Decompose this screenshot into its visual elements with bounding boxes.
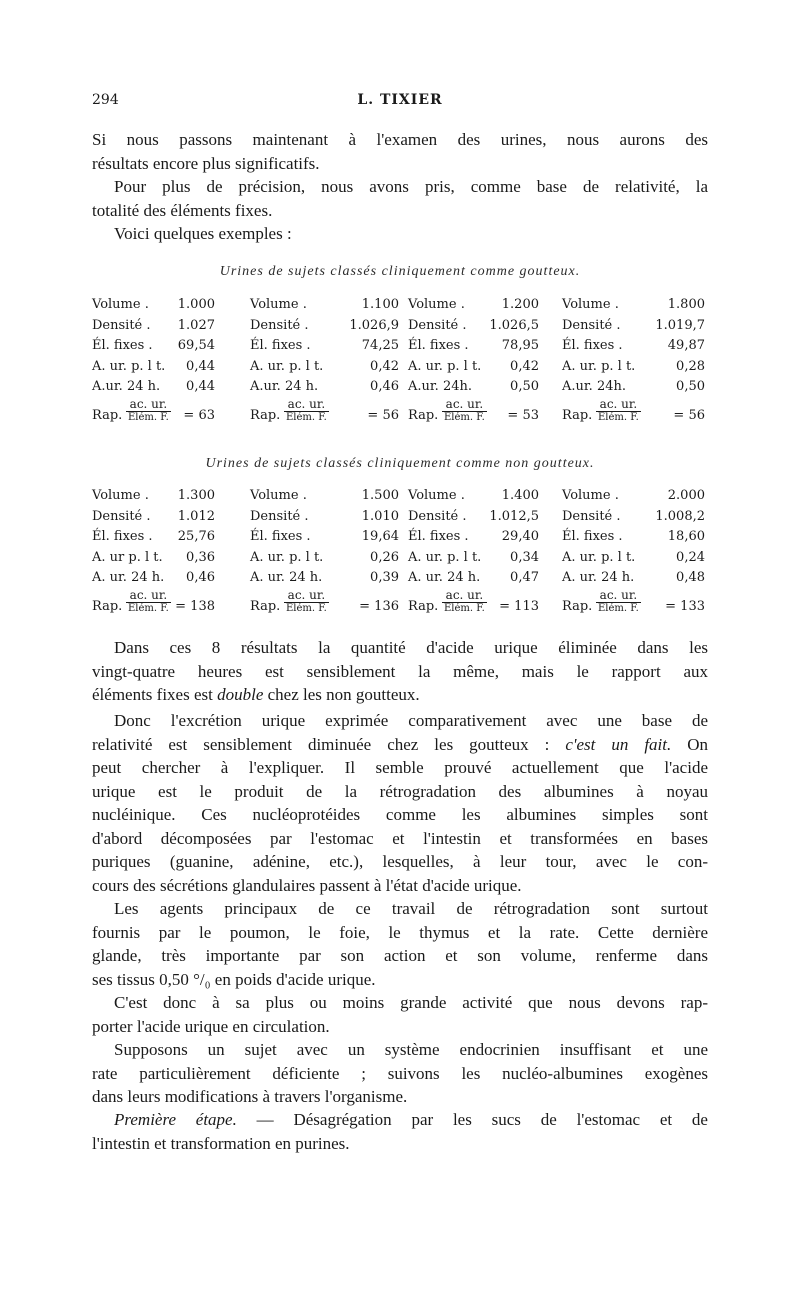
ratio-label: Rap. — [562, 407, 593, 423]
row-value: 1.027 — [177, 317, 215, 333]
table-row — [408, 550, 539, 571]
text-line: résultats encore plus significatifs. — [92, 153, 320, 173]
table-row — [562, 488, 705, 509]
ratio-fraction — [596, 398, 641, 424]
row-value: 0,24 — [676, 549, 705, 565]
row-value: 1.400 — [501, 488, 539, 503]
row-value: 1.008,2 — [655, 508, 705, 524]
row-label: A. ur. 24 h. — [250, 570, 323, 585]
fraction-denominator: Elém. F. — [286, 602, 327, 614]
row-label: Densité . — [408, 508, 467, 524]
row-label: Densité . — [562, 508, 621, 524]
table-row — [562, 338, 705, 359]
fraction-denominator: Elém. F. — [128, 602, 169, 614]
fraction-denominator: Elém. F. — [128, 411, 169, 423]
row-value: 0,42 — [510, 358, 539, 374]
table-column — [408, 488, 539, 623]
table-caption-goutteux: Urines de sujets classés cliniquement comme goutteux. — [219, 264, 581, 279]
text-line: nucléinique. Ces nucléoprotéides comme les albumines simples sont — [92, 805, 708, 824]
paragraph-first-stage — [92, 1108, 708, 1155]
text-line: totalité des éléments fixes. — [92, 200, 273, 220]
ratio-fraction — [126, 589, 171, 615]
ratio-label: Rap. — [92, 407, 123, 423]
table-row — [562, 550, 705, 571]
text-line: relativité est sensiblement diminuée chez les goutteux : c'est un fait. On — [92, 734, 708, 754]
row-value: 0,48 — [676, 570, 705, 585]
text-line: porter l'acide urique en circulation. — [92, 1016, 330, 1036]
ratio-label: Rap. — [250, 598, 281, 614]
table-row — [92, 359, 215, 380]
table-row — [408, 318, 539, 339]
paragraph-explanation — [92, 709, 708, 897]
row-label: Densité . — [562, 317, 621, 333]
row-label: A.ur. 24 h. — [250, 379, 319, 394]
row-value: 0,36 — [186, 549, 215, 565]
ratio-value: = 56 — [673, 407, 705, 423]
text-line: Les agents principaux de ce travail de rétrogradation sont surtout — [114, 899, 708, 918]
ratio-label: Rap. — [408, 407, 439, 423]
row-value: 0,42 — [370, 358, 399, 374]
fraction-numerator: ac. ur. — [129, 587, 168, 602]
text-line: ses tissus 0,50 °/₀ en poids d'acide urique. — [92, 969, 376, 989]
table-column — [408, 297, 539, 432]
table-row — [92, 338, 215, 359]
table-column — [250, 297, 399, 432]
fraction-numerator: ac. ur. — [287, 587, 326, 602]
text-line: l'intestin et transformation en purines. — [92, 1133, 350, 1153]
table-row — [92, 488, 215, 509]
row-label: A. ur. 24 h. — [92, 570, 165, 585]
row-value: 0,34 — [510, 549, 539, 565]
row-label: A. ur. p. l t. — [250, 358, 324, 374]
row-value: 1.100 — [361, 297, 399, 312]
row-value: 19,64 — [361, 529, 399, 544]
table-row — [250, 550, 399, 571]
row-value: 78,95 — [501, 338, 539, 353]
row-label: Él. fixes . — [92, 338, 153, 353]
row-label: Él. fixes . — [250, 338, 311, 353]
row-label: A. ur. p. l t. — [562, 549, 636, 565]
row-label: Volume . — [250, 488, 307, 503]
text-line: vingt-quatre heures est sensiblement la même, mais le rapport aux — [92, 661, 708, 681]
table-row — [562, 318, 705, 339]
row-value: 0,50 — [510, 379, 539, 394]
table-row — [562, 529, 705, 550]
row-value: 0,44 — [186, 379, 215, 394]
text-line: d'abord décomposées par l'estomac et l'intestin et transformées en bases — [92, 828, 708, 848]
row-label: Volume . — [562, 297, 619, 312]
ratio-value: = 56 — [367, 407, 399, 423]
text-line: glande, très importante par son action et son volume, renferme dans — [92, 946, 708, 965]
row-label: A.ur. 24 h. — [92, 379, 161, 394]
row-value: 29,40 — [501, 529, 539, 544]
ratio-value: = 53 — [507, 407, 539, 423]
row-value: 1.010 — [361, 508, 399, 524]
table-row — [250, 318, 399, 339]
table-row — [92, 318, 215, 339]
table-column — [92, 488, 215, 623]
row-value: 1.026,9 — [349, 317, 399, 333]
text-line: dans leurs modifications à travers l'organisme. — [92, 1087, 408, 1106]
table-column — [562, 297, 705, 432]
row-value: 0,44 — [186, 358, 215, 374]
ratio-row — [562, 587, 705, 623]
row-label: Densité . — [92, 317, 151, 333]
fraction-denominator: Elém. F. — [444, 602, 485, 614]
text-line: peut chercher à l'expliquer. Il semble prouvé actuellement que l'acide — [92, 758, 708, 777]
table-row — [92, 509, 215, 530]
table-row — [408, 297, 539, 318]
ratio-fraction — [284, 398, 329, 424]
row-label: Él. fixes . — [408, 529, 469, 544]
table-column — [92, 297, 215, 432]
fraction-denominator: Elém. F. — [598, 602, 639, 614]
row-value: 0,28 — [676, 358, 705, 374]
ratio-row — [92, 396, 215, 432]
row-label: Él. fixes . — [562, 529, 623, 544]
ratio-row — [250, 396, 399, 432]
row-label: Volume . — [92, 488, 149, 503]
text-line: Donc l'excrétion urique exprimée comparativement avec une base de — [114, 711, 708, 730]
fraction-denominator: Elém. F. — [444, 411, 485, 423]
row-value: 1.800 — [667, 297, 705, 312]
page-header — [92, 92, 708, 112]
row-value: 49,87 — [667, 338, 705, 353]
table-row — [250, 297, 399, 318]
ratio-value: = 136 — [359, 598, 399, 614]
row-value: 0,39 — [370, 570, 399, 585]
ratio-label: Rap. — [92, 598, 123, 614]
table-row — [408, 529, 539, 550]
table-row — [408, 509, 539, 530]
table-row — [562, 297, 705, 318]
table-row — [250, 529, 399, 550]
text-line: rate particulièrement déficiente ; suivons les nucléo-albumines exogènes — [92, 1063, 708, 1083]
table-row — [408, 488, 539, 509]
ratio-fraction — [442, 398, 487, 424]
row-value: 0,50 — [676, 379, 705, 394]
ratio-row — [250, 587, 399, 623]
row-label: A.ur. 24h. — [562, 379, 626, 394]
ratio-fraction — [442, 589, 487, 615]
paragraph-hypothesis — [92, 1038, 708, 1109]
row-label: Densité . — [92, 508, 151, 524]
text-line: Supposons un sujet avec un système endocrinien insuffisant et une — [114, 1040, 708, 1059]
text-line: puriques (guanine, adénine, etc.), lesquelles, à leur tour, avec le con- — [92, 852, 708, 871]
row-label: Él. fixes . — [250, 529, 311, 544]
row-label: A. ur. p. l t. — [92, 358, 166, 374]
fraction-numerator: ac. ur. — [287, 396, 326, 411]
row-value: 18,60 — [667, 529, 705, 544]
row-value: 1.019,7 — [655, 317, 705, 333]
table-row — [250, 488, 399, 509]
fraction-denominator: Elém. F. — [598, 411, 639, 423]
row-label: A. ur. 24 h. — [408, 570, 481, 585]
row-label: Volume . — [250, 297, 307, 312]
row-value: 1.012,5 — [489, 508, 539, 524]
emphasis: double — [217, 685, 264, 704]
table-row — [562, 509, 705, 530]
row-value: 69,54 — [177, 338, 215, 353]
table-row — [92, 550, 215, 571]
table-row — [408, 338, 539, 359]
emphasis: c'est un fait. — [565, 734, 672, 754]
row-value: 0,46 — [186, 570, 215, 585]
ratio-value: = 133 — [665, 598, 705, 614]
fraction-numerator: ac. ur. — [599, 587, 638, 602]
text-line: Voici quelques exemples : — [114, 224, 292, 243]
fraction-numerator: ac. ur. — [445, 587, 484, 602]
row-label: Él. fixes . — [408, 338, 469, 353]
text-line: cours des sécrétions glandulaires passent à l'état d'acide urique. — [92, 875, 522, 895]
text-fragment: — Désagrégation par les sucs de l'estomac et de — [236, 1110, 708, 1129]
fraction-numerator: ac. ur. — [129, 396, 168, 411]
text-line — [92, 1108, 708, 1132]
text-line: fournis par le poumon, le foie, le thymus et la rate. Cette dernière — [92, 922, 708, 942]
table-row — [250, 338, 399, 359]
row-label: Volume . — [562, 488, 619, 503]
section-italic-heading: Première étape. — [114, 1110, 237, 1129]
table-row — [408, 359, 539, 380]
row-value: 25,76 — [177, 529, 215, 544]
text-line: éléments fixes est double chez les non goutteux. — [92, 685, 420, 704]
paragraph-activity — [92, 991, 708, 1038]
row-label: A. ur. p. l t. — [250, 549, 324, 565]
row-label: Volume . — [92, 297, 149, 312]
row-label: Él. fixes . — [562, 338, 623, 353]
row-label: Densité . — [408, 317, 467, 333]
row-label: Volume . — [408, 297, 465, 312]
table-caption-non-goutteux: Urines de sujets classés cliniquement comme non goutteux. — [205, 456, 595, 471]
ratio-fraction — [126, 398, 171, 424]
table-non-goutteux — [92, 488, 708, 628]
table-column — [562, 488, 705, 623]
fraction-numerator: ac. ur. — [445, 396, 484, 411]
ratio-value: = 63 — [183, 407, 215, 423]
row-value: 0,46 — [370, 379, 399, 394]
running-title: L. TIXIER — [357, 92, 443, 108]
row-label: A. ur. p. l t. — [408, 549, 482, 565]
text-line: Dans ces 8 résultats la quantité d'acide urique éliminée dans les — [114, 638, 708, 657]
row-label: A.ur. 24h. — [408, 379, 472, 394]
row-label: A. ur p. l t. — [92, 549, 163, 565]
fraction-numerator: ac. ur. — [599, 396, 638, 411]
row-value: 1.012 — [177, 508, 215, 524]
table-row — [562, 359, 705, 380]
paragraph-agents — [92, 897, 708, 991]
paragraph-results — [92, 636, 708, 707]
ratio-row — [562, 396, 705, 432]
row-label: Densité . — [250, 317, 309, 333]
fraction-denominator: Elém. F. — [286, 411, 327, 423]
ratio-label: Rap. — [562, 598, 593, 614]
table-goutteux — [92, 297, 708, 437]
row-value: 1.026,5 — [489, 317, 539, 333]
ratio-row — [92, 587, 215, 623]
ratio-label: Rap. — [250, 407, 281, 423]
page-number: 294 — [92, 92, 119, 108]
intro-paragraph — [92, 128, 708, 246]
row-value: 0,47 — [510, 570, 539, 585]
table-row — [250, 359, 399, 380]
ratio-row — [408, 396, 539, 432]
row-label: Volume . — [408, 488, 465, 503]
row-label: A. ur. p. l t. — [408, 358, 482, 374]
ratio-fraction — [284, 589, 329, 615]
text-line: C'est donc à sa plus ou moins grande activité que nous devons rap- — [114, 993, 708, 1012]
table-row — [92, 529, 215, 550]
table-row — [250, 509, 399, 530]
text-line: Si nous passons maintenant à l'examen des urines, nous aurons des — [92, 130, 708, 149]
ratio-label: Rap. — [408, 598, 439, 614]
row-value: 1.300 — [177, 488, 215, 503]
row-value: 1.000 — [177, 297, 215, 312]
row-value: 1.200 — [501, 297, 539, 312]
text-line: urique est le produit de la rétrogradation des albumines à noyau — [92, 781, 708, 801]
ratio-value: = 113 — [499, 598, 539, 614]
row-label: Él. fixes . — [92, 529, 153, 544]
row-label: Densité . — [250, 508, 309, 524]
row-value: 1.500 — [361, 488, 399, 503]
ratio-fraction — [596, 589, 641, 615]
table-row — [92, 297, 215, 318]
row-value: 2.000 — [667, 488, 705, 503]
row-value: 0,26 — [370, 549, 399, 565]
ratio-value: = 138 — [175, 598, 215, 614]
text-line: Pour plus de précision, nous avons pris, comme base de relativité, la — [114, 177, 708, 196]
row-label: A. ur. 24 h. — [562, 570, 635, 585]
row-label: A. ur. p. l t. — [562, 358, 636, 374]
ratio-row — [408, 587, 539, 623]
row-value: 74,25 — [361, 338, 399, 353]
table-column — [250, 488, 399, 623]
